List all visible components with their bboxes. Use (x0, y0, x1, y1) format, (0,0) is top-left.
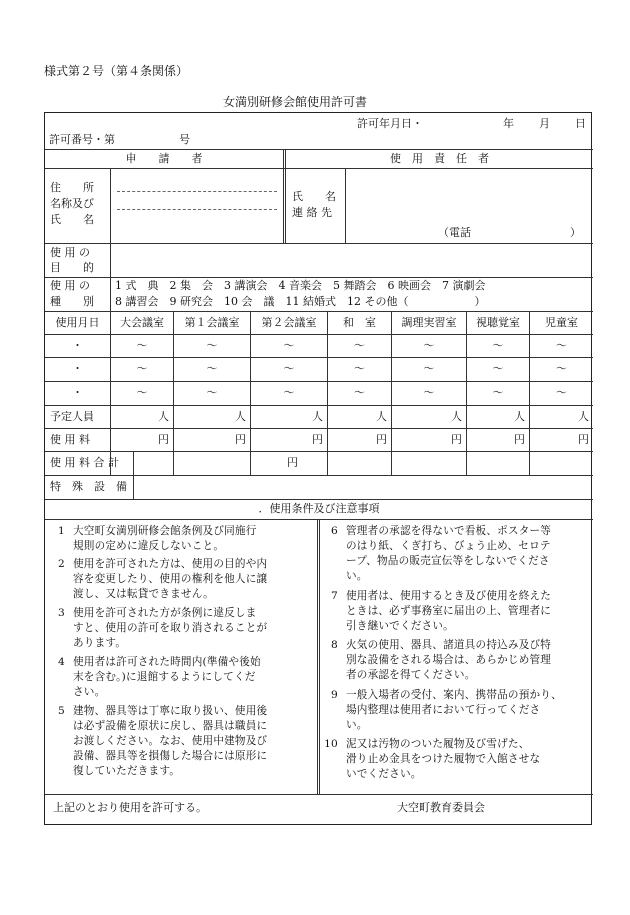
condition-line: 滑り止め金具をつけた履物で入館させな (346, 753, 541, 765)
permit-number-label: 許可番号・第 (49, 133, 115, 146)
condition-line: 設備、器具等を損傷した場合には原形に (73, 750, 268, 762)
time-cell[interactable]: ～ (206, 362, 218, 375)
address-label: 住 所 (50, 181, 94, 194)
condition-line: 別な設備をされる場合は、あらかじめ管理 (346, 654, 552, 666)
time-cell[interactable]: ～ (423, 362, 435, 375)
condition-line: お渡しください。なお、使用中建物及び (73, 735, 268, 747)
condition-line: 末を含む。)に退館するようにしてくだ (73, 671, 256, 683)
room-header-children-room: 児童室 (545, 316, 578, 329)
date-column-header: 使用月日 (55, 316, 100, 329)
organization-field[interactable] (117, 193, 277, 208)
condition-item (324, 524, 590, 584)
purpose-label-1: 使 用 の (50, 246, 90, 259)
purpose-label-2: 目 的 (50, 261, 94, 274)
time-cell[interactable]: ～ (354, 362, 365, 375)
permit-date-year: 年 (503, 117, 514, 130)
conditions-title: ．使用条件及び注意事項 (258, 502, 380, 515)
condition-item (51, 655, 313, 699)
permit-date-day: 日 (575, 117, 586, 130)
condition-line: 使用を許可された方は、使用の目的や内 (73, 558, 268, 570)
condition-item (324, 638, 590, 682)
person-cell[interactable]: 人 (158, 410, 169, 423)
condition-line: い。 (346, 570, 368, 582)
form-number: 様式第２号（第４条関係） (44, 64, 189, 78)
person-cell[interactable]: 人 (312, 410, 323, 423)
permit-number-suffix: 号 (179, 133, 190, 146)
address-field[interactable] (117, 173, 277, 189)
condition-line: 引き継いでください。 (346, 620, 454, 632)
condition-line: いでください。 (346, 768, 422, 780)
time-cell[interactable]: ～ (283, 362, 295, 375)
condition-line: 復していただきます。 (73, 765, 181, 777)
time-cell[interactable]: ～ (423, 339, 435, 352)
full-name-label: 氏 名 (50, 213, 94, 226)
permit-statement: 上記のとおり使用を許可する。 (53, 801, 207, 814)
fee-cell[interactable]: 円 (376, 433, 387, 446)
time-cell[interactable]: ～ (136, 362, 148, 375)
permit-date-month: 月 (539, 117, 550, 130)
room-header-japanese-room: 和 室 (343, 316, 376, 329)
document-title: 女満別研修会館使用許可書 (223, 95, 368, 109)
person-cell[interactable]: 人 (235, 410, 246, 423)
condition-number: 4 (58, 656, 65, 668)
time-cell[interactable]: ～ (556, 386, 567, 399)
time-cell[interactable]: ～ (283, 386, 295, 399)
total-fee-label: 使 用 料 合 計 (50, 456, 119, 469)
name-of-label: 名称及び (50, 197, 94, 210)
applicant-name-field[interactable] (117, 211, 277, 227)
time-cell[interactable]: ～ (206, 386, 218, 399)
time-cell[interactable]: ～ (492, 362, 504, 375)
usage-type-options-1[interactable]: 1 式 典 2 集 会 3 講演会 4 音楽会 5 舞踏会 6 映画会 7 演劇会 (115, 279, 486, 292)
time-cell[interactable]: ～ (283, 339, 295, 352)
condition-item (324, 589, 590, 633)
room-header-meeting-2: 第２会議室 (261, 316, 317, 329)
applicant-header: 申 請 者 (125, 152, 203, 165)
condition-line: 一般入場者の受付、案内、携帯品の預かり、 (346, 689, 562, 701)
condition-line: さい。 (73, 686, 106, 698)
usage-type-label-1: 使 用 の (50, 279, 90, 292)
condition-line: すと、使用の許可を取り消されることが (73, 622, 268, 634)
fee-cell[interactable]: 円 (514, 433, 525, 446)
condition-line: 火気の使用、器具、諸道具の持込み及び特 (346, 639, 552, 651)
condition-number: 8 (331, 639, 338, 651)
person-cell[interactable]: 人 (514, 410, 525, 423)
condition-line: 建物、器具等は丁寧に取り扱い、使用後 (73, 705, 268, 717)
condition-line: 使用者は、使用するとき及び使用を終えた (346, 590, 552, 602)
date-cell[interactable]: ・ (72, 362, 83, 375)
time-cell[interactable]: ～ (354, 339, 365, 352)
time-cell[interactable]: ～ (354, 386, 365, 399)
condition-line: あります。 (73, 637, 127, 649)
condition-line: 泥又は汚物のついた履物及び雪げた、 (346, 738, 530, 750)
condition-number: 1 (58, 525, 65, 537)
time-cell[interactable]: ～ (492, 386, 504, 399)
time-cell[interactable]: ～ (556, 339, 567, 352)
condition-line: は必ず設備を原状に戻し、器具は職員に (73, 720, 268, 732)
fee-cell[interactable]: 円 (235, 433, 246, 446)
planned-persons-label: 予定人員 (50, 410, 94, 423)
manager-header: 使 用 責 任 者 (390, 152, 489, 165)
condition-number: 6 (331, 525, 338, 537)
fee-cell[interactable]: 円 (158, 433, 169, 446)
condition-number: 7 (331, 590, 338, 602)
fee-label: 使 用 料 (50, 433, 90, 446)
issuing-authority: 大空町教育委員会 (397, 801, 485, 814)
phone-field[interactable]: （電話 ） (438, 226, 581, 239)
date-cell[interactable]: ・ (72, 386, 83, 399)
special-equipment-label: 特 殊 設 備 (50, 480, 127, 493)
condition-item (324, 737, 590, 781)
time-cell[interactable]: ～ (136, 386, 148, 399)
room-header-large-hall: 大会議室 (120, 316, 164, 329)
special-equipment-field[interactable] (137, 478, 589, 496)
condition-line: 管理者の承認を得ないで看板、ポスター等 (346, 525, 552, 537)
condition-item (324, 688, 590, 732)
room-header-cooking-room: 調理実習室 (401, 316, 457, 329)
condition-line: 使用者は許可された時間内(準備や後始 (73, 656, 261, 668)
condition-number: 9 (331, 689, 338, 701)
condition-item (51, 704, 313, 780)
permit-date-label: 許可年月日・ (357, 117, 423, 130)
condition-line: 規則の定めに違反しないこと。 (73, 540, 225, 552)
condition-line: のはり紙、くぎ打ち、びょう止め、セロテ (346, 540, 551, 552)
condition-line: 容を変更したり、使用の権利を他人に譲 (73, 573, 268, 585)
condition-line: い。 (346, 719, 368, 731)
condition-line: 大空町女満別研修会館条例及び同施行 (73, 525, 257, 537)
condition-line: 使用を許可された方が条例に違反しま (73, 607, 257, 619)
usage-type-options-2[interactable]: 8 講習会 9 研究会 10 会 議 11 結婚式 12 その他（ ） (115, 295, 486, 308)
condition-line: ときは、必ず事務室に届出の上、管理者に (346, 605, 552, 617)
person-cell[interactable]: 人 (376, 410, 387, 423)
room-header-meeting-1: 第１会議室 (184, 316, 240, 329)
usage-type-label-2: 種 別 (50, 295, 94, 308)
condition-line: ープ、物品の販売宣伝等をしないでくださ (346, 555, 550, 567)
condition-number: 3 (58, 607, 65, 619)
condition-line: 場内整理は使用者において行ってくださ (346, 704, 541, 716)
condition-item (51, 606, 313, 650)
condition-number: 10 (324, 738, 338, 750)
fee-cell[interactable]: 円 (451, 433, 462, 446)
room-header-av-room: 視聴覚室 (476, 316, 520, 329)
person-cell[interactable]: 人 (451, 410, 462, 423)
date-cell[interactable]: ・ (72, 339, 83, 352)
permit-form (44, 112, 592, 825)
time-cell[interactable]: ～ (556, 362, 567, 375)
condition-item (51, 524, 313, 552)
condition-number: 5 (58, 705, 65, 717)
time-cell[interactable]: ～ (206, 339, 218, 352)
fee-cell[interactable]: 円 (578, 433, 589, 446)
condition-number: 2 (58, 558, 65, 570)
person-cell[interactable]: 人 (578, 410, 589, 423)
manager-name-field[interactable] (349, 173, 589, 223)
time-cell[interactable]: ～ (136, 339, 148, 352)
condition-line: 渡し、又は転貸できません。 (73, 588, 214, 600)
fee-cell[interactable]: 円 (312, 433, 323, 446)
contact-label: 連 絡 先 (292, 206, 332, 219)
purpose-field[interactable] (113, 246, 589, 274)
total-fee-field[interactable]: 円 (287, 456, 298, 469)
condition-item (51, 557, 313, 601)
manager-name-label: 氏 名 (292, 190, 336, 203)
time-cell[interactable]: ～ (492, 339, 504, 352)
time-cell[interactable]: ～ (423, 386, 435, 399)
condition-line: 者の承認を得てください。 (346, 669, 476, 681)
